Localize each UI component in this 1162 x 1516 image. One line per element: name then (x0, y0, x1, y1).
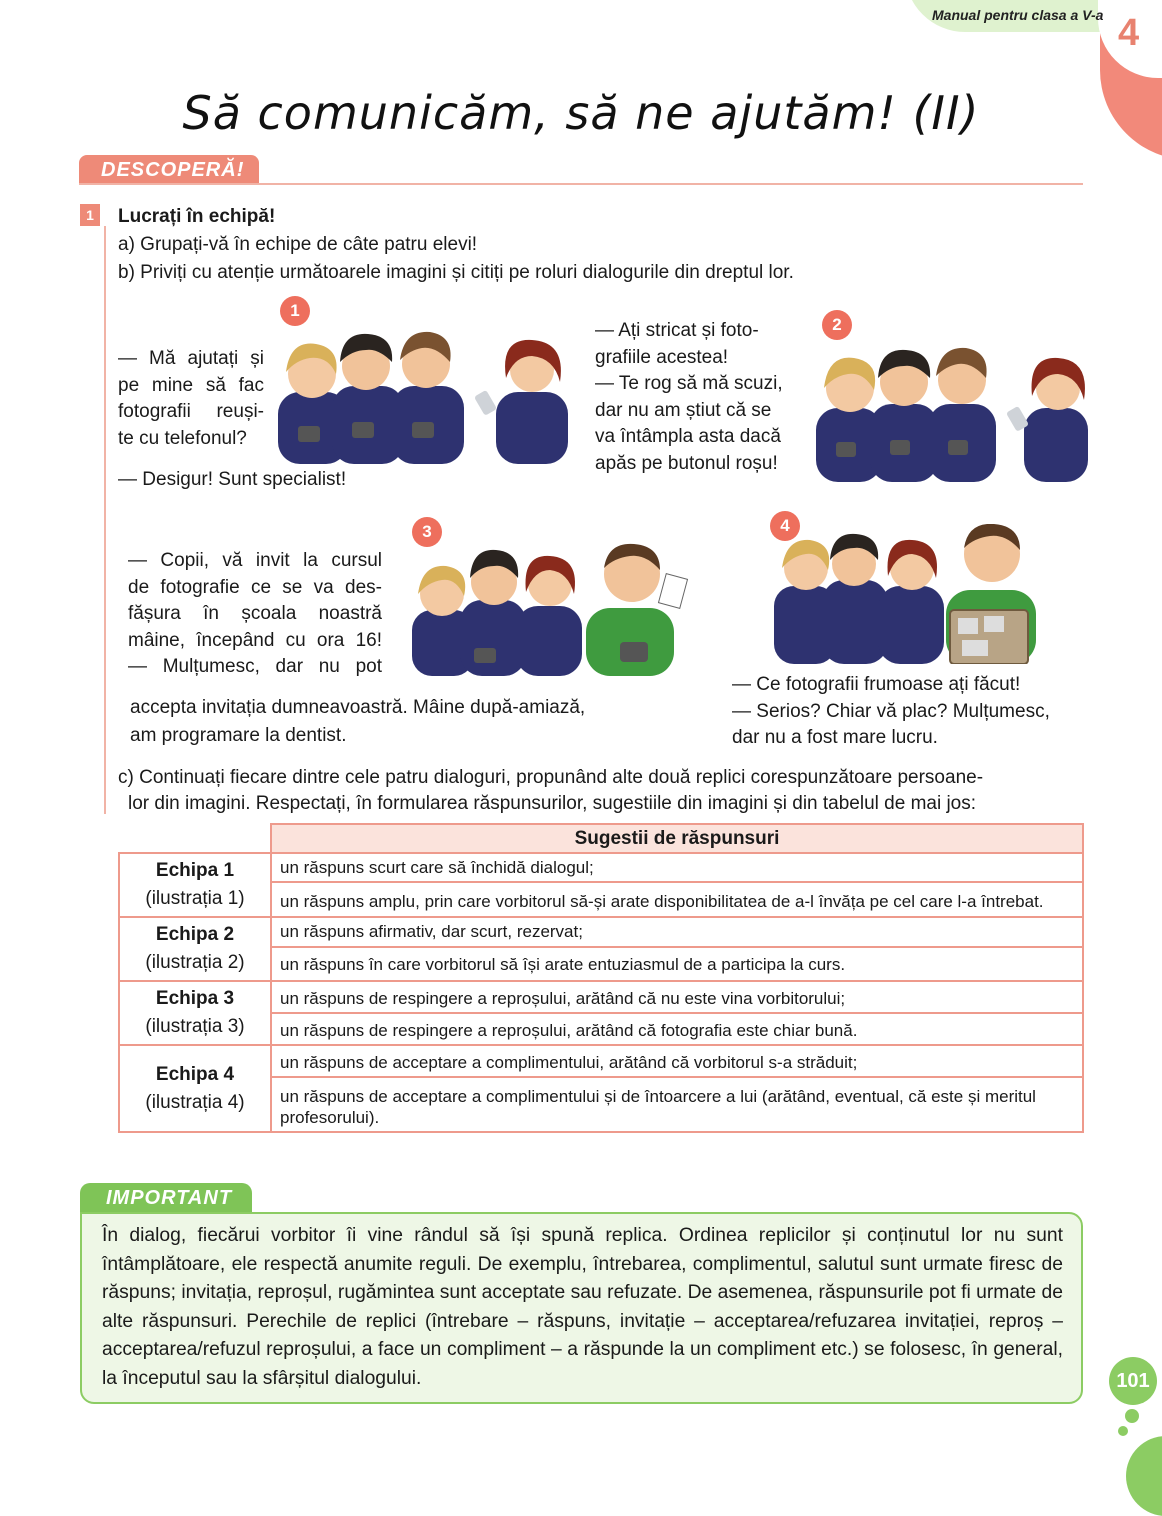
team-name: Echipa 3 (155, 988, 235, 1009)
dialogue-line: accepta invitația dumneavoastră. Mâine după-amiază, (130, 697, 586, 718)
dialogue-line: de fotografie ce se va des- (128, 576, 382, 598)
illustration-1 (270, 322, 580, 464)
team-name: Echipa 4 (155, 1063, 235, 1085)
dialogue-3 (128, 548, 382, 681)
suggestion-cell: un răspuns de acceptare a complimentului și de întoarcere a lui (arătând, eventual, că este și meritul profesorului). (271, 1077, 1083, 1132)
dialogue-line: fășura în școala noastră (128, 603, 382, 624)
exercise-rule (104, 226, 106, 814)
team-illustration: (ilustrația 3) (145, 1016, 245, 1037)
team-illustration: (ilustrația 4) (145, 1091, 245, 1113)
important-box: În dialog, fiecărui vorbitor îi vine rândul să își spună replica. Ordinea replicilor și conținutul lor nu sunt întâmplătoare, ele respectă anumite reguli. De exemplu, întrebarea, complimentul, salutul sunt urmate firesc de răspuns; invitația, reproșul, rugămintea sunt acceptate sau refuzate. De asemenea, răspunsurile pot fi urmate de alte răspunsuri. Perechile de replici (întrebare – răspuns, invitație – acceptarea/refuzarea invitației, reproș – acceptarea/refuzul reproșului, a face un compliment – a răspunde la un compliment etc.) se folosesc, în general, la începutul sau la sfârșitul dialogului. (80, 1212, 1083, 1404)
chapter-number: 4 (1118, 12, 1140, 54)
table-header: Sugestii de răspunsuri (271, 824, 1083, 853)
dialogue-line: dar nu am știut că se (595, 399, 772, 421)
student-figure (392, 332, 464, 464)
suggestion-cell: un răspuns de respingere a reproșului, arătând că nu este vina vorbitorului; (271, 981, 1083, 1013)
dialogue-line: — Ce fotografii frumoase ați făcut! (732, 674, 1021, 695)
table-corner (119, 824, 271, 853)
dialogue-line: — Te rog să mă scuzi, (595, 373, 783, 394)
illustration-number: 2 (822, 310, 852, 340)
team-name: Echipa 2 (155, 924, 235, 945)
dialogue-line: te cu telefonul? (118, 427, 247, 449)
dialogue-line: — Desigur! Sunt specialist! (118, 469, 347, 490)
teacher-figure (586, 544, 688, 676)
dialogue-1 (118, 346, 264, 452)
dialogue-line: — Serios? Chiar vă plac? Mulțumesc, (732, 701, 1050, 722)
team-name: Echipa 1 (155, 860, 235, 881)
suggestion-cell: un răspuns în care vorbitorul să își arate entuziasmul de a participa la curs. (271, 947, 1083, 981)
dialogue-2 (595, 318, 807, 477)
illustration-2 (810, 342, 1090, 482)
page-number: 101 (1109, 1357, 1157, 1405)
dialogue-line: va întâmpla asta dacă (595, 426, 781, 447)
page-title: Să comunicăm, să ne ajutăm! (II) (182, 86, 980, 140)
exercise-c-line2: lor din imagini. Respectați, în formularea răspunsurilor, sugestiile din imagini și din tabelul de mai jos: (128, 793, 977, 814)
team-cell (119, 1045, 271, 1132)
illustration-number: 3 (412, 517, 442, 547)
table-row (119, 853, 1083, 882)
suggestion-cell: un răspuns de respingere a reproșului, arătând că fotografia este chiar bună. (271, 1013, 1083, 1045)
suggestion-cell: un răspuns afirmativ, dar scurt, rezervat; (271, 917, 1083, 947)
student-figure (474, 340, 568, 464)
manual-label: Manual pentru clasa a V-a (932, 7, 1104, 23)
dialogue-line: grafiile acestea! (595, 346, 729, 368)
dialogue-line: dar nu a fost mare lucru. (732, 727, 938, 748)
section-divider (79, 183, 1083, 185)
table-row (119, 1045, 1083, 1077)
illustration-number: 4 (770, 511, 800, 541)
section-tab: DESCOPERĂ! (79, 155, 259, 183)
illustration-number: 1 (280, 296, 310, 326)
exercise-number: 1 (80, 204, 100, 226)
team-cell (119, 917, 271, 981)
exercise-heading: Lucrați în echipă! (118, 206, 276, 227)
suggestion-cell: un răspuns de acceptare a complimentului, arătând că vorbitorul s-a străduit; (271, 1045, 1083, 1077)
student-figure (516, 556, 582, 676)
decor-corner (1126, 1436, 1162, 1516)
student-figure (878, 540, 944, 664)
student-figure (928, 348, 996, 482)
student-figure (870, 350, 938, 482)
table-row (119, 981, 1083, 1013)
suggestion-cell: un răspuns scurt care să închidă dialogul; (271, 853, 1083, 882)
exercise-a: a) Grupați-vă în echipe de câte patru elevi! (118, 234, 478, 255)
illustration-4 (770, 524, 1060, 664)
dialogue-line: fotografii reuși- (118, 401, 264, 422)
teacher-figure (946, 524, 1036, 664)
dialogue-line: am programare la dentist. (130, 725, 347, 746)
dialogue-line: — Copii, vă invit la cursul (128, 550, 382, 571)
team-illustration: (ilustrația 2) (145, 952, 245, 973)
suggestion-cell: un răspuns amplu, prin care vorbitorul să-și arate disponibilitatea de a-l învăța pe cel care l-a întrebat. (271, 882, 1083, 917)
exercise-c-line1: c) Continuați fiecare dintre cele patru dialoguri, propunând alte două replici corespunzătoare persoane- (118, 767, 984, 788)
exercise-b: b) Priviți cu atenție următoarele imagini și citiți pe roluri dialogurile din dreptul lor. (118, 262, 794, 283)
student-figure (1006, 358, 1088, 482)
team-illustration: (ilustrația 1) (145, 888, 245, 909)
dialogue-line: mâine, începând cu ora 16! (128, 629, 382, 651)
dialogue-line: — Ați stricat și foto- (595, 320, 759, 341)
dialogue-line: apăs pe butonul roșu! (595, 452, 778, 474)
team-cell (119, 853, 271, 917)
illustration-3 (408, 536, 698, 676)
table-row (119, 917, 1083, 947)
important-tab: IMPORTANT (80, 1183, 252, 1213)
table-header-row (119, 824, 1083, 853)
student-figure (460, 550, 526, 676)
decor-dot (1118, 1426, 1128, 1436)
student-figure (822, 534, 888, 664)
suggestions-table (118, 823, 1084, 1133)
dialogue-line: — Mă ajutați și (118, 348, 264, 369)
dialogue-line: pe mine să fac (118, 374, 264, 396)
decor-dot (1125, 1409, 1139, 1423)
dialogue-line: — Mulțumesc, dar nu pot (128, 656, 382, 677)
team-cell (119, 981, 271, 1045)
